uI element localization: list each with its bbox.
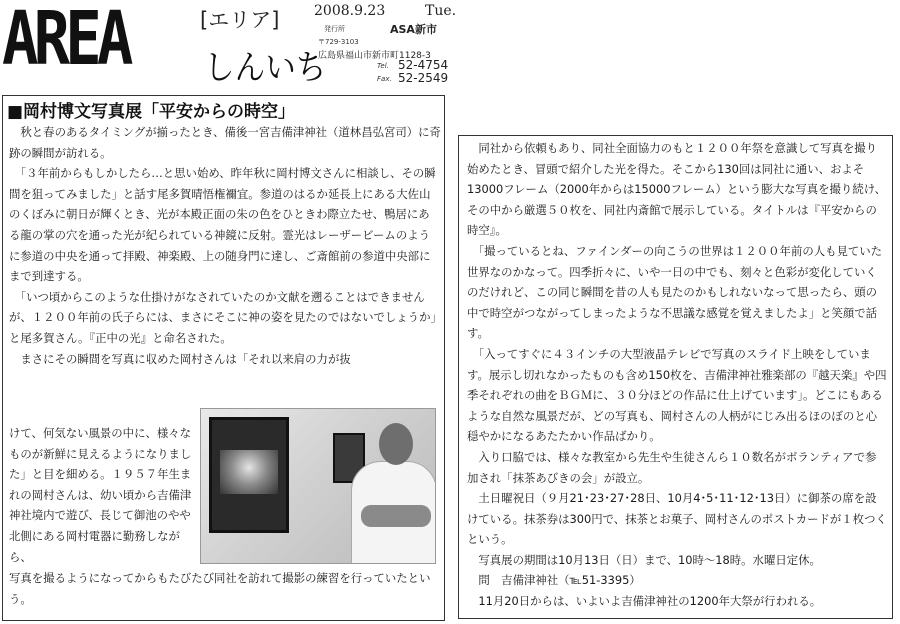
masthead <box>0 0 900 92</box>
paragraph: 「いつ頃からこのような仕掛けがなされていたのか文献を遡ることはできませんが、１２００年前の氏子らには、まさにそこに神の姿を見たのではないでしょうか」と尾多賀さん。『正中の光』と命名された。 <box>9 289 437 345</box>
photographer-photo <box>200 408 436 564</box>
article-body-bottom <box>9 568 441 609</box>
publisher-name: ASA新市 <box>390 23 437 36</box>
postal-code: 〒729-3103 <box>318 38 359 46</box>
article-body-beside-photo <box>9 423 201 567</box>
article-headline: ■岡村博文写真展「平安からの時空」 <box>7 102 296 122</box>
issue-day: Tue. <box>425 3 457 19</box>
photographer-arms <box>361 505 431 527</box>
area-logo: AREA <box>2 0 129 82</box>
fax-label: Fax. <box>377 75 392 83</box>
paragraph: 入り口脇では、様々な教室から先生や生徒さんら１０数名がボランティアで参加され「抹茶あびきの会」が設立。 <box>467 449 877 485</box>
paragraph: 土日曜祝日（９月21･23･27･28日、10月4･5･11･12･13日）に御茶の席を設けている。抹茶券は300円で、抹茶とお菓子、岡村さんのポストカードが１枚つくという。 <box>467 491 887 547</box>
area-logo-reading: [エリア] <box>200 8 280 32</box>
paragraph: 同社から依頼もあり、同社全面協力のもと１２００年祭を意識して写真を撮り始めたとき、冒頭で紹介した光を得た。そこから130回は同社に通い、およそ13000フレーム（2000年からは15000フレーム）という膨大な写真を撮り続け、その中から厳選５０枚を、同社内斎館で展示している。タイトルは『平安からの時空』。 <box>467 141 887 238</box>
paragraph: 写真展の期間は10月13日（日）まで、10時〜18時。水曜日定休。 <box>467 552 821 567</box>
paragraph: 写真を撮るようになってからもたびたび同社を訪れて撮影の練習を行っていたという。 <box>9 571 431 606</box>
paragraph: 「３年前からもしかしたら…と思い始め、昨年秋に岡村博文さんに相談し、その瞬間を狙ってみました」と話す尾多賀晴悟権禰宜。参道のはるか延長上にある大佐山のくぼみに朝日が輝くとき、光が本殿正面の朱の色をひときわ際立たせ、鴨居にある龍の掌の穴を通った光が紀られている神鏡に反射。霊光はレーザービームのように参道の中央を通って拝殿、神楽殿、上の随身門に達し、ご斎館前の参道中央部にまで到達する。 <box>9 166 436 284</box>
paragraph: まさにその瞬間を写真に収めた岡村さんは「それ以来肩の力が抜 <box>9 351 351 366</box>
paragraph: けて、何気ない風景の中に、様々なものが新鮮に見えるようになりました」と目を細める。１９５７年生まれの岡村さんは、幼い頃から吉備津神社境内で遊び、長じて御池のやや北側にある岡村電器に勤務しながら、 <box>9 426 192 564</box>
paragraph: 問 吉備津神社（℡51-3395） <box>467 573 641 588</box>
paragraph: 「入ってすぐに４３インチの大型液晶テレビで写真のスライド上映をしています。展示し切れなかったものも含め150枚を、吉備津神社雅楽部の『越天楽』や四季それぞれの曲をＢＧＭに、３０分ほどの作品に仕上げています」。どこにもあるような自然な風景だが、どの写真も、岡村さんの人柄がにじみ出るほのぼのと心穏やかになるあたたかい作品ばかり。 <box>467 346 887 444</box>
publisher-label: 発行所 <box>324 25 345 33</box>
article-body-right <box>467 138 887 612</box>
paragraph: 11月20日からは、いよいよ吉備津神社の1200年大祭が行われる。 <box>467 594 822 609</box>
fax-number: 52-2549 <box>398 71 449 85</box>
tel-number: 52-4754 <box>398 58 449 72</box>
photographer-head <box>379 423 413 465</box>
publisher-address: 広島県福山市新市町1128-3 <box>318 51 431 61</box>
article-left-column <box>2 95 445 621</box>
article-body-top <box>9 122 441 369</box>
paragraph: 「撮っているとね、ファインダーの向こうの世界は１２００年前の人も見ていた世界なのかなって。四季折々に、いや一日の中でも、刻々と色彩が変化していくのだけれど、この同じ瞬間を昔の人も見たのかもしれないなって思ったら、頭の中で時空がつながってしまったような不思議な感覚を覚えましたよ」と笑顔で話す。 <box>467 243 883 341</box>
paragraph: 秋と春のあるタイミングが揃ったとき、備後一宮吉備津神社（道林昌弘宮司）に奇跡の瞬間が訪れる。 <box>9 125 441 160</box>
framed-photo-shrine <box>209 417 289 533</box>
issue-date: 2008.9.23 <box>314 3 386 19</box>
article-right-column <box>458 135 893 619</box>
tel-label: Tel. <box>377 62 389 70</box>
area-logo-shinichi: しんいち <box>204 48 327 88</box>
